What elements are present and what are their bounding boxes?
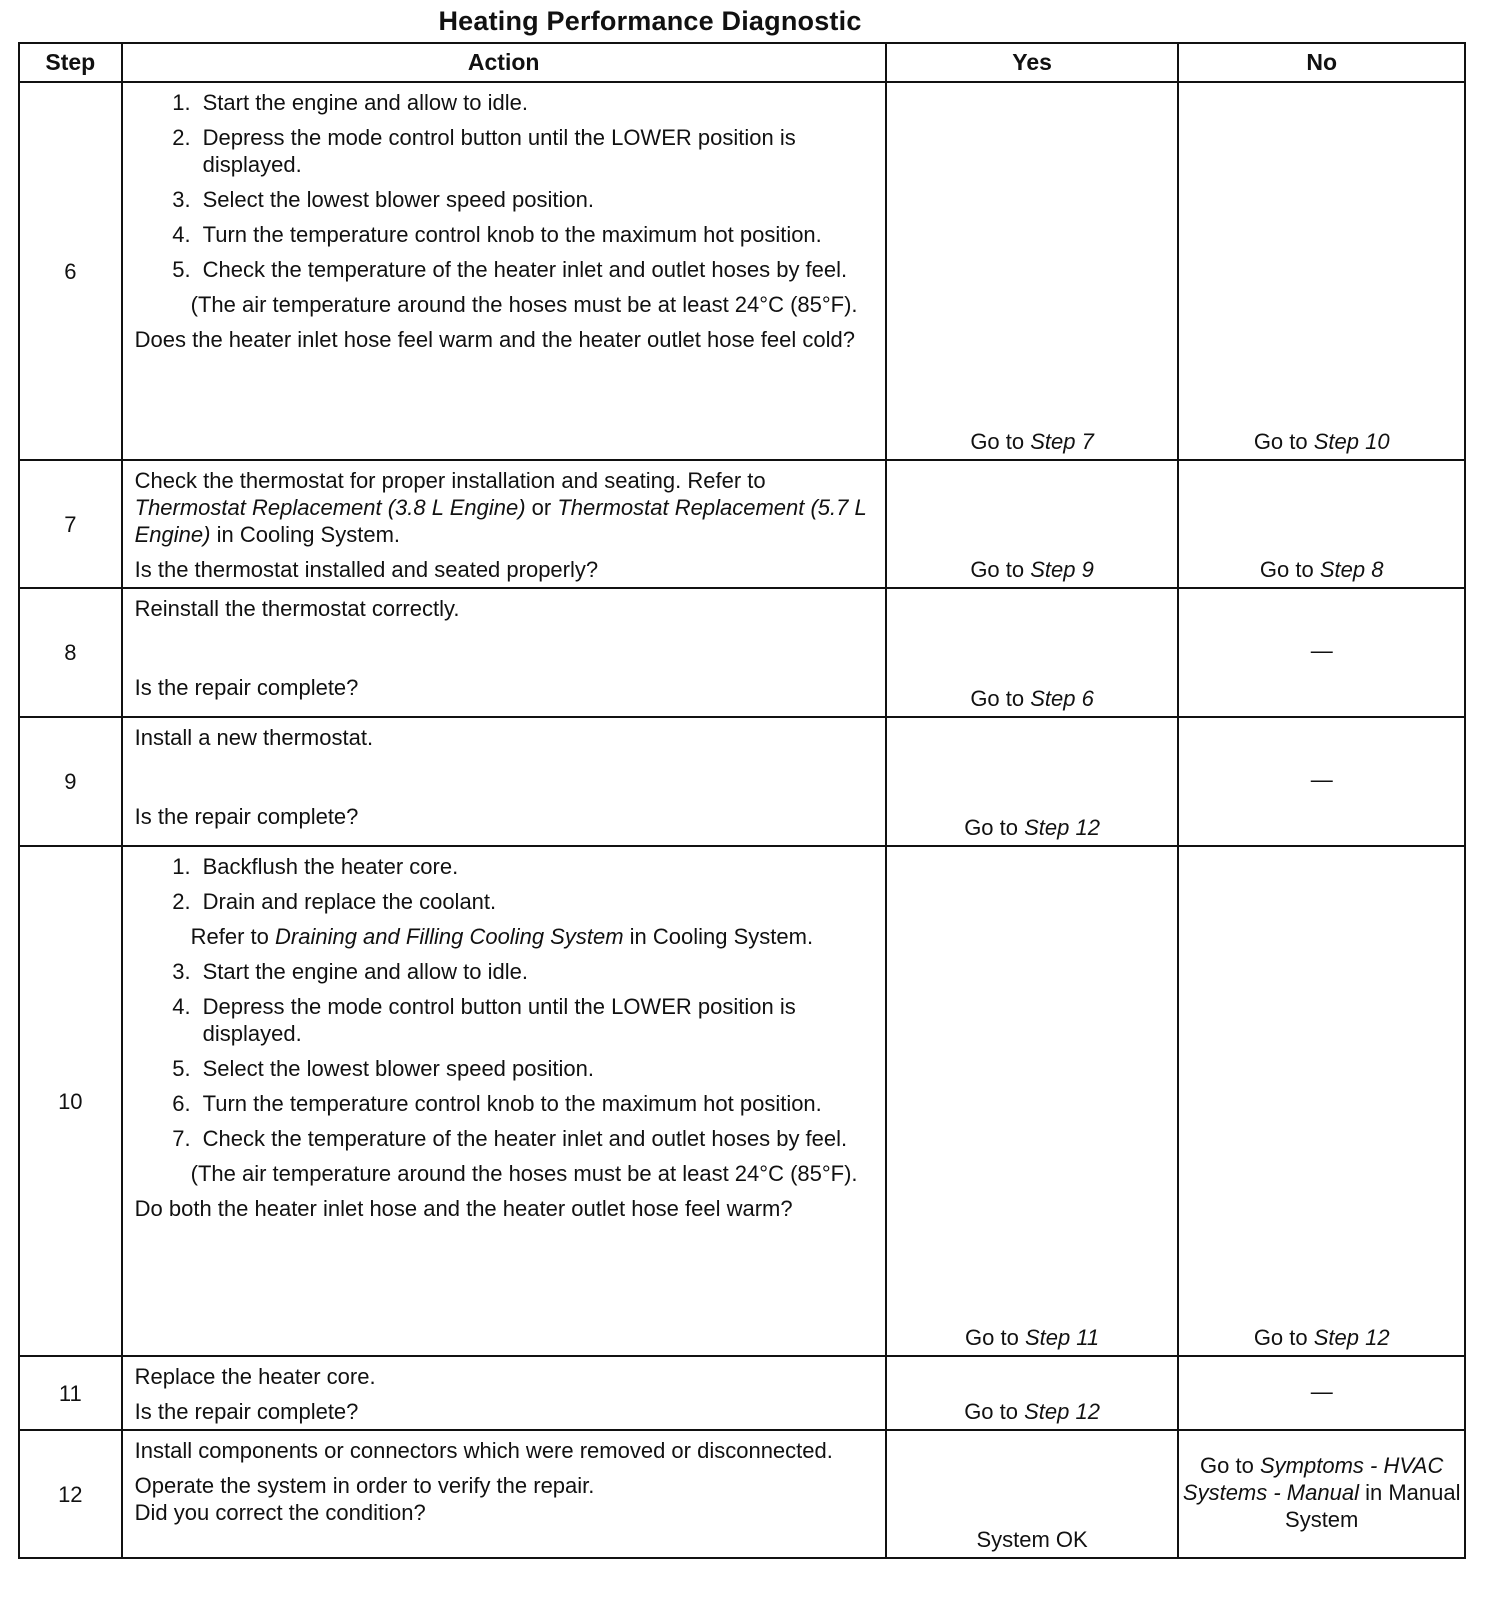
action-cell <box>122 846 886 1356</box>
no-cell: Go to Symptoms - HVAC Systems - Manual in Manual System <box>1178 1430 1465 1558</box>
question-text: Did you correct the condition? <box>134 1500 426 1525</box>
instruction-text: Install components or connectors which were removed or disconnected. <box>134 1438 833 1463</box>
list-item: 7. Check the temperature of the heater inlet and outlet hoses by feel. <box>172 1126 848 1151</box>
table-row <box>19 82 1465 460</box>
page-title: Heating Performance Diagnostic <box>438 6 862 36</box>
header-yes: Yes <box>886 43 1179 82</box>
step-number: 12 <box>19 1430 122 1558</box>
step-number: 6 <box>19 82 122 460</box>
table-row <box>19 717 1465 846</box>
manual-reference: Symptoms - HVAC Systems - Manual <box>1182 1452 1444 1505</box>
note-text: (The air temperature around the hoses must be at least 24°C (85°F). <box>190 292 858 317</box>
manual-reference: Thermostat Replacement (5.7 L Engine) <box>134 495 867 547</box>
no-cell: — <box>1178 717 1465 846</box>
table-row <box>19 460 1465 588</box>
no-cell: Go to Step 8 <box>1178 460 1465 588</box>
question-text: Is the repair complete? <box>134 804 359 829</box>
action-cell <box>122 460 886 588</box>
step-reference: Step 8 <box>1319 557 1384 582</box>
list-item: 2. Drain and replace the coolant. <box>172 889 497 914</box>
instruction-text: Check the thermostat for proper installation and seating. Refer to Thermostat Replacement (3.8 L Engine) or Thermostat Replacement (5.7 L Engine) in Cooling System. <box>134 468 867 547</box>
header-row <box>19 43 1465 82</box>
yes-cell: Go to Step 12 <box>886 717 1179 846</box>
step-number: 10 <box>19 846 122 1356</box>
instruction-text: Install a new thermostat. <box>134 725 374 750</box>
question-text: Does the heater inlet hose feel warm and the heater outlet hose feel cold? <box>134 327 855 352</box>
step-reference: Step 9 <box>1030 557 1094 582</box>
step-reference: Step 10 <box>1313 429 1390 454</box>
list-item: 5. Select the lowest blower speed position. <box>172 1056 594 1081</box>
list-item: 1. Backflush the heater core. <box>172 854 459 879</box>
step-number: 8 <box>19 588 122 717</box>
yes-cell: Go to Step 6 <box>886 588 1179 717</box>
action-cell <box>122 588 886 717</box>
table-row <box>19 846 1465 1356</box>
action-cell <box>122 717 886 846</box>
manual-reference: Thermostat Replacement (3.8 L Engine) <box>134 495 526 520</box>
no-cell: Go to Step 12 <box>1178 846 1465 1356</box>
instruction-text: Operate the system in order to verify the repair. <box>134 1473 595 1498</box>
list-item: 6. Turn the temperature control knob to the maximum hot position. <box>172 1091 822 1116</box>
yes-cell: Go to Step 12 <box>886 1356 1179 1430</box>
action-cell <box>122 82 886 460</box>
header-step: Step <box>19 43 122 82</box>
manual-reference: Draining and Filling Cooling System <box>275 924 624 949</box>
yes-cell: Go to Step 9 <box>886 460 1179 588</box>
step-number: 11 <box>19 1356 122 1430</box>
list-item: 4. Turn the temperature control knob to the maximum hot position. <box>172 222 822 247</box>
step-reference: Step 12 <box>1024 815 1100 840</box>
step-number: 9 <box>19 717 122 846</box>
diagnostic-table <box>18 42 1466 1559</box>
no-cell: Go to Step 10 <box>1178 82 1465 460</box>
table-row <box>19 1356 1465 1430</box>
action-cell <box>122 1430 886 1558</box>
note-text: (The air temperature around the hoses must be at least 24°C (85°F). <box>190 1161 858 1186</box>
step-reference: Step 6 <box>1030 686 1094 711</box>
table-row <box>19 1430 1465 1558</box>
yes-cell: System OK <box>886 1430 1179 1558</box>
list-item: 3. Start the engine and allow to idle. <box>172 959 528 984</box>
question-text: Do both the heater inlet hose and the heater outlet hose feel warm? <box>134 1196 793 1221</box>
table-row <box>19 588 1465 717</box>
question-text: Is the repair complete? <box>134 675 359 700</box>
list-item: 4. Depress the mode control button until the LOWER position is displayed. <box>172 994 796 1046</box>
header-action: Action <box>122 43 886 82</box>
no-cell: — <box>1178 1356 1465 1430</box>
step-number: 7 <box>19 460 122 588</box>
instruction-text: Reinstall the thermostat correctly. <box>134 596 460 621</box>
list-item: 3. Select the lowest blower speed position. <box>172 187 594 212</box>
no-cell: — <box>1178 588 1465 717</box>
step-reference: Step 12 <box>1024 1399 1100 1424</box>
yes-cell: Go to Step 7 <box>886 82 1179 460</box>
action-cell <box>122 1356 886 1430</box>
step-reference: Step 12 <box>1313 1325 1390 1350</box>
yes-cell: Go to Step 11 <box>886 846 1179 1356</box>
question-text: Is the repair complete? <box>134 1399 359 1424</box>
list-item: 2. Depress the mode control button until the LOWER position is displayed. <box>172 125 796 177</box>
list-item: 5. Check the temperature of the heater inlet and outlet hoses by feel. <box>172 257 848 282</box>
list-item: 1. Start the engine and allow to idle. <box>172 90 528 115</box>
instruction-text: Replace the heater core. <box>134 1364 376 1389</box>
header-no: No <box>1178 43 1465 82</box>
note-text: Refer to Draining and Filling Cooling System in Cooling System. <box>190 924 814 949</box>
step-reference: Step 7 <box>1030 429 1094 454</box>
question-text: Is the thermostat installed and seated properly? <box>134 557 599 582</box>
step-reference: Step 11 <box>1024 1325 1100 1350</box>
